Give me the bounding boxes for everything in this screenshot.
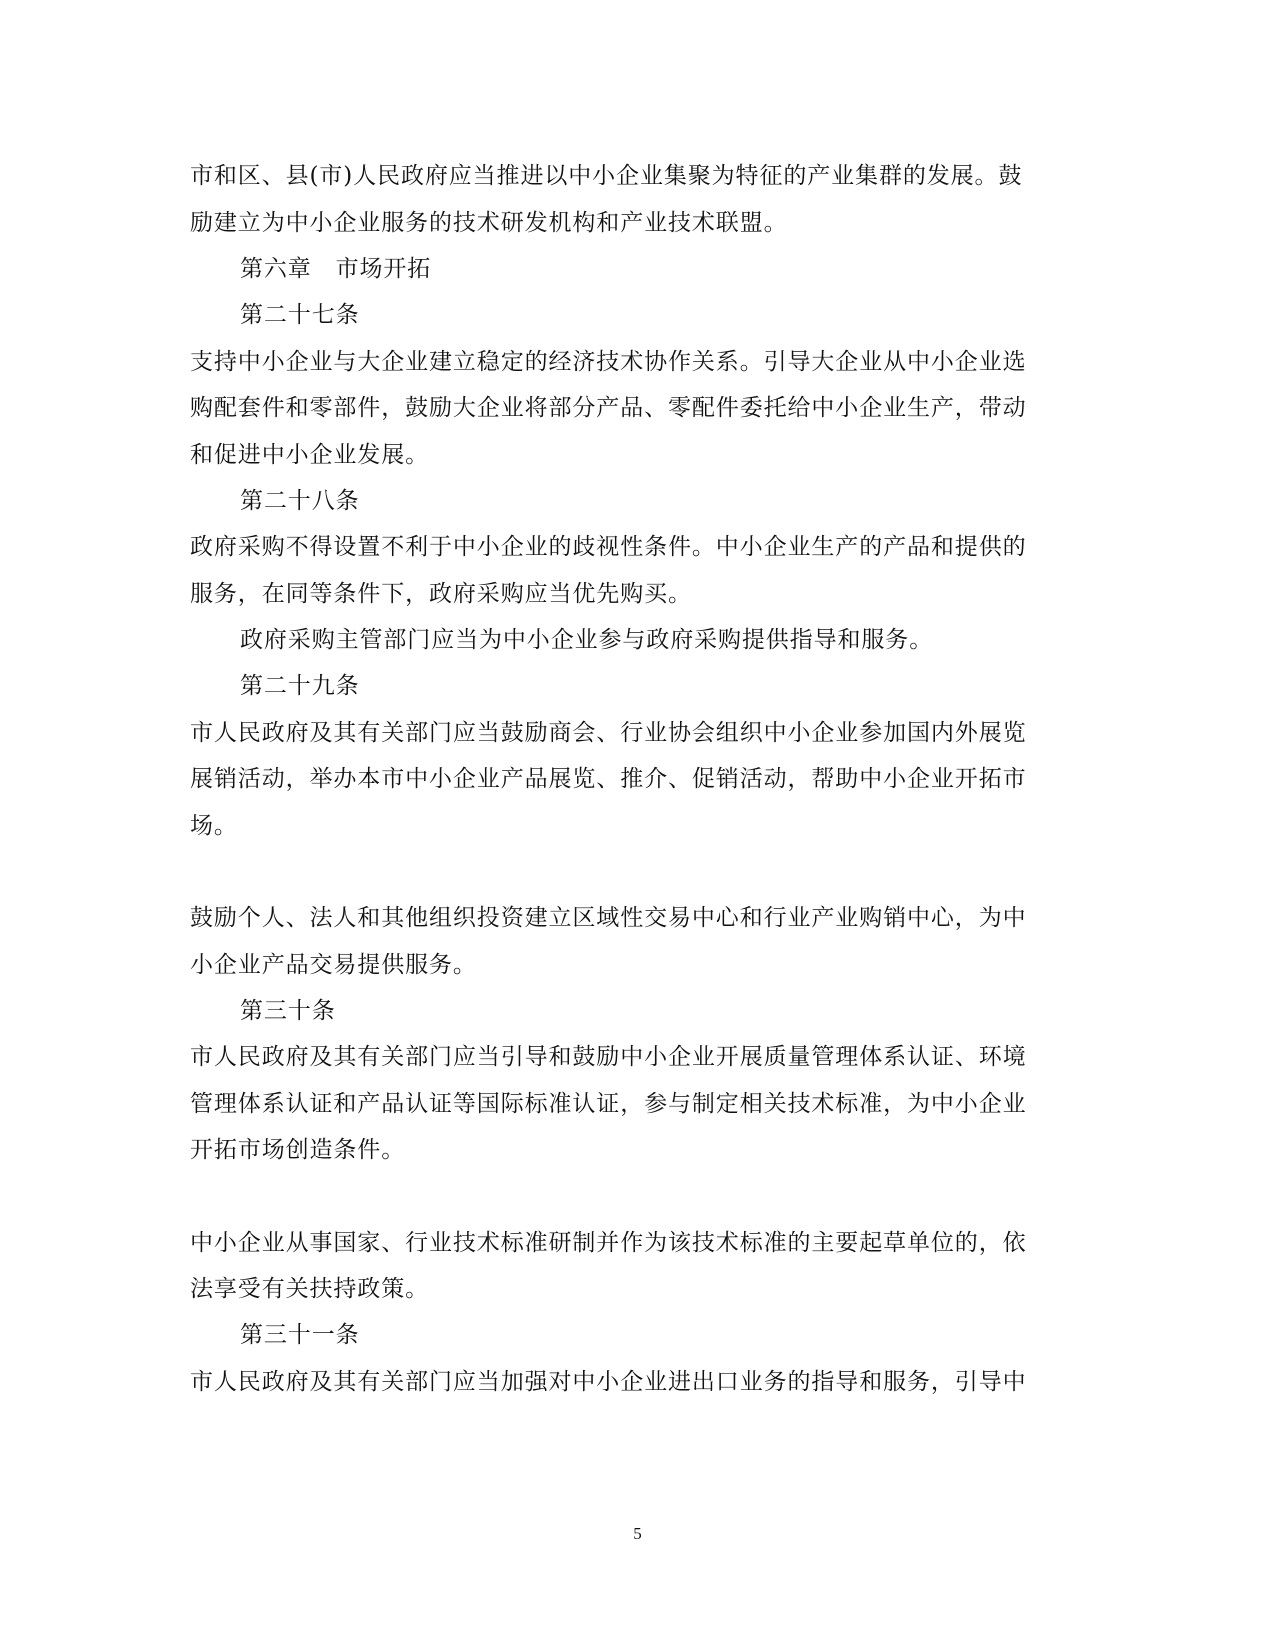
page-number: 5 xyxy=(633,1524,642,1543)
paragraph-line: 中小企业从事国家、行业技术标准研制并作为该技术标准的主要起草单位的，依 xyxy=(190,1230,1027,1256)
paragraph-line: 管理体系认证和产品认证等国际标准认证，参与制定相关技术标准，为中小企业 xyxy=(190,1091,1027,1117)
paragraph-line: 法享受有关扶持政策。 xyxy=(190,1276,429,1302)
paragraph-line: 服务，在同等条件下，政府采购应当优先购买。 xyxy=(190,581,692,607)
paragraph-line: 政府采购不得设置不利于中小企业的歧视性条件。中小企业生产的产品和提供的 xyxy=(190,534,1027,560)
paragraph-line: 支持中小企业与大企业建立稳定的经济技术协作关系。引导大企业从中小企业选 xyxy=(190,349,1027,375)
article-heading: 第二十八条 xyxy=(240,488,360,514)
article-heading: 第三十条 xyxy=(240,998,336,1024)
paragraph-line: 政府采购主管部门应当为中小企业参与政府采购提供指导和服务。 xyxy=(240,627,934,653)
paragraph-line: 市人民政府及其有关部门应当鼓励商会、行业协会组织中小企业参加国内外展览 xyxy=(190,720,1027,746)
paragraph-line: 购配套件和零部件，鼓励大企业将部分产品、零配件委托给中小企业生产，带动 xyxy=(190,395,1027,421)
paragraph-line: 鼓励个人、法人和其他组织投资建立区域性交易中心和行业产业购销中心，为中 xyxy=(190,905,1027,931)
article-heading: 第三十一条 xyxy=(240,1322,360,1348)
paragraph-line: 展销活动，举办本市中小企业产品展览、推介、促销活动，帮助中小企业开拓市 xyxy=(190,766,1027,792)
paragraph-line: 市人民政府及其有关部门应当加强对中小企业进出口业务的指导和服务，引导中 xyxy=(190,1369,1027,1395)
article-heading: 第二十九条 xyxy=(240,673,360,699)
article-heading: 第二十七条 xyxy=(240,302,360,328)
paragraph-line: 市和区、县(市)人民政府应当推进以中小企业集聚为特征的产业集群的发展。鼓 xyxy=(190,163,1023,189)
paragraph-line: 场。 xyxy=(190,813,238,839)
chapter-heading: 第六章 市场开拓 xyxy=(240,256,432,282)
paragraph-line: 小企业产品交易提供服务。 xyxy=(190,952,477,978)
paragraph-line: 励建立为中小企业服务的技术研发机构和产业技术联盟。 xyxy=(190,210,788,236)
paragraph-line: 和促进中小企业发展。 xyxy=(190,442,429,468)
paragraph-line: 市人民政府及其有关部门应当引导和鼓励中小企业开展质量管理体系认证、环境 xyxy=(190,1044,1027,1070)
paragraph-line: 开拓市场创造条件。 xyxy=(190,1137,406,1163)
